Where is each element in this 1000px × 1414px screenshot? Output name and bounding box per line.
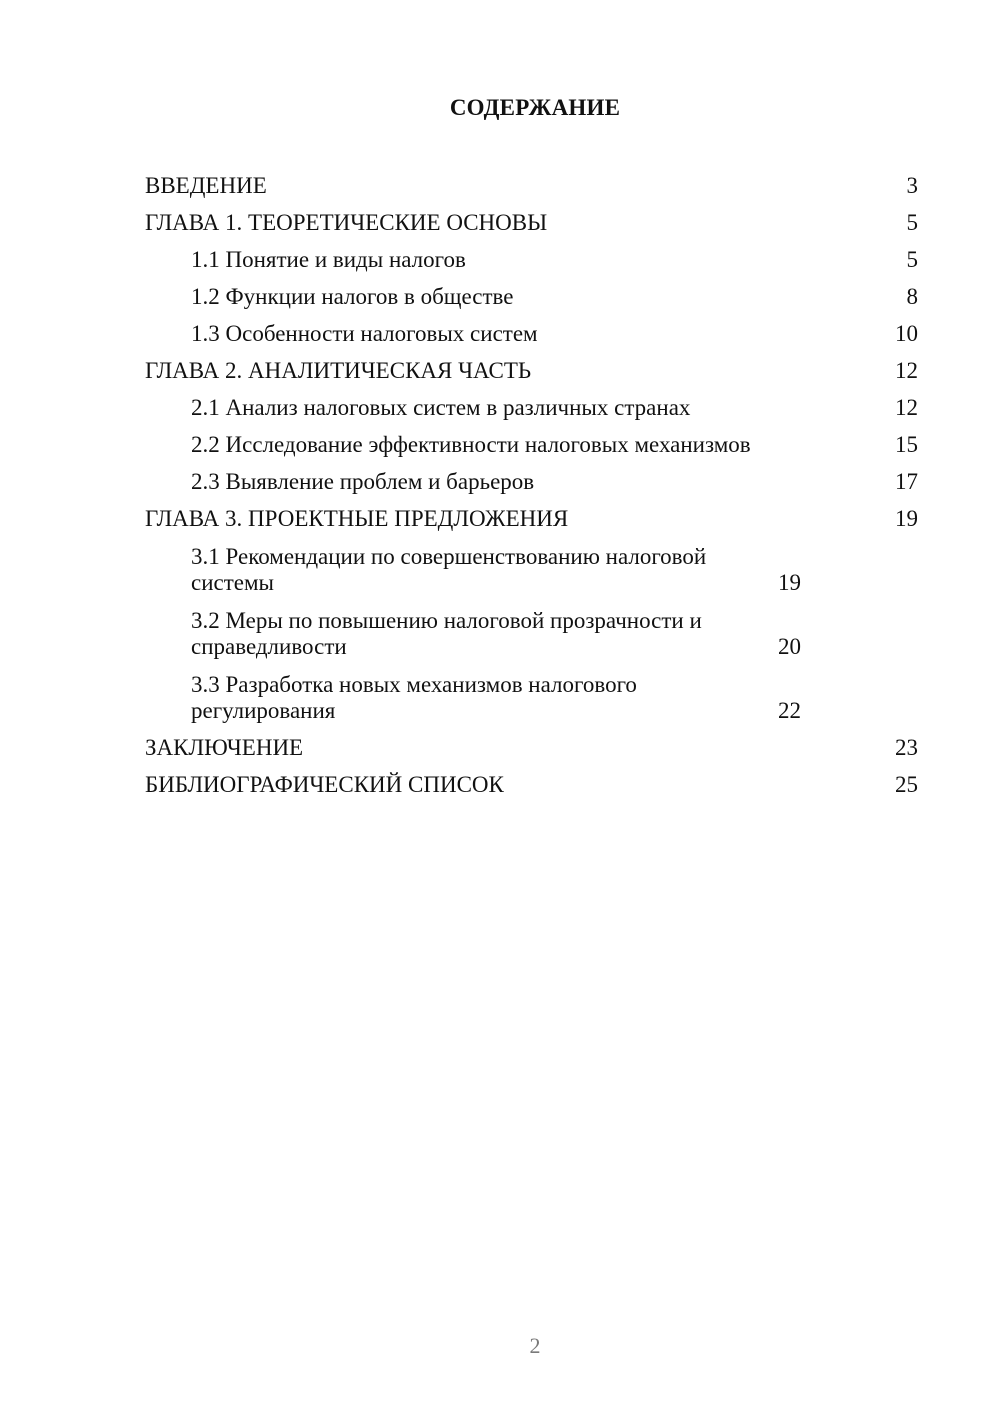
table-of-contents	[145, 166, 918, 802]
toc-entry-label: 3.1 Рекомендации по совершенствованию налоговой системы	[191, 544, 707, 595]
toc-entry-page: 17	[895, 469, 918, 494]
toc-entry-section-3-1	[145, 536, 918, 600]
toc-entry-label: ГЛАВА 3. ПРОЕКТНЫЕ ПРЕДЛОЖЕНИЯ	[145, 506, 569, 531]
toc-entry-introduction	[145, 166, 918, 203]
toc-entry-label: 3.3 Разработка новых механизмов налогового регулирования	[191, 672, 637, 723]
toc-entry-label: 1.1 Понятие и виды налогов	[191, 247, 466, 272]
toc-entry-page: 19	[895, 506, 918, 531]
toc-entry-section-2-1	[145, 388, 918, 425]
toc-entry-bibliography	[145, 765, 918, 802]
toc-entry-chapter-1	[145, 203, 918, 240]
toc-entry-label: 1.2 Функции налогов в обществе	[191, 284, 514, 309]
toc-entry-page: 15	[895, 432, 918, 457]
toc-entry-page: 8	[906, 284, 918, 309]
toc-entry-section-1-2	[145, 277, 918, 314]
toc-entry-label: ЗАКЛЮЧЕНИЕ	[145, 735, 304, 760]
toc-entry-label: ВВЕДЕНИЕ	[145, 173, 267, 198]
toc-entry-page: 10	[895, 321, 918, 346]
toc-entry-section-3-2	[145, 600, 918, 664]
toc-entry-label: 2.1 Анализ налоговых систем в различных странах	[191, 395, 691, 420]
toc-entry-section-1-3	[145, 314, 918, 351]
page-title: СОДЕРЖАНИЕ	[449, 95, 621, 120]
toc-entry-page: 12	[895, 358, 918, 383]
toc-entry-page: 23	[895, 735, 918, 760]
toc-entry-label: 2.2 Исследование эффективности налоговых механизмов	[191, 432, 751, 457]
toc-entry-page: 12	[895, 395, 918, 420]
toc-entry-page: 5	[906, 247, 918, 272]
toc-entry-label: 1.3 Особенности налоговых систем	[191, 321, 538, 346]
toc-entry-page: 22	[778, 698, 801, 723]
toc-entry-label: БИБЛИОГРАФИЧЕСКИЙ СПИСОК	[145, 772, 504, 797]
toc-entry-page: 25	[895, 772, 918, 797]
toc-entry-section-3-3	[145, 664, 918, 728]
toc-entry-chapter-3	[145, 499, 918, 536]
toc-entry-label: ГЛАВА 1. ТЕОРЕТИЧЕСКИЕ ОСНОВЫ	[145, 210, 548, 235]
toc-entry-page: 19	[778, 570, 801, 595]
toc-entry-page: 3	[906, 173, 918, 198]
toc-entry-page: 20	[778, 634, 801, 659]
toc-entry-section-2-3	[145, 462, 918, 499]
toc-entry-label: 3.2 Меры по повышению налоговой прозрачности и справедливости	[191, 608, 702, 659]
toc-entry-chapter-2	[145, 351, 918, 388]
toc-entry-label: 2.3 Выявление проблем и барьеров	[191, 469, 535, 494]
toc-entry-section-2-2	[145, 425, 918, 462]
page-number: 2	[529, 1333, 541, 1358]
toc-entry-section-1-1	[145, 240, 918, 277]
toc-entry-conclusion	[145, 728, 918, 765]
toc-entry-page: 5	[906, 210, 918, 235]
toc-entry-label: ГЛАВА 2. АНАЛИТИЧЕСКАЯ ЧАСТЬ	[145, 358, 532, 383]
